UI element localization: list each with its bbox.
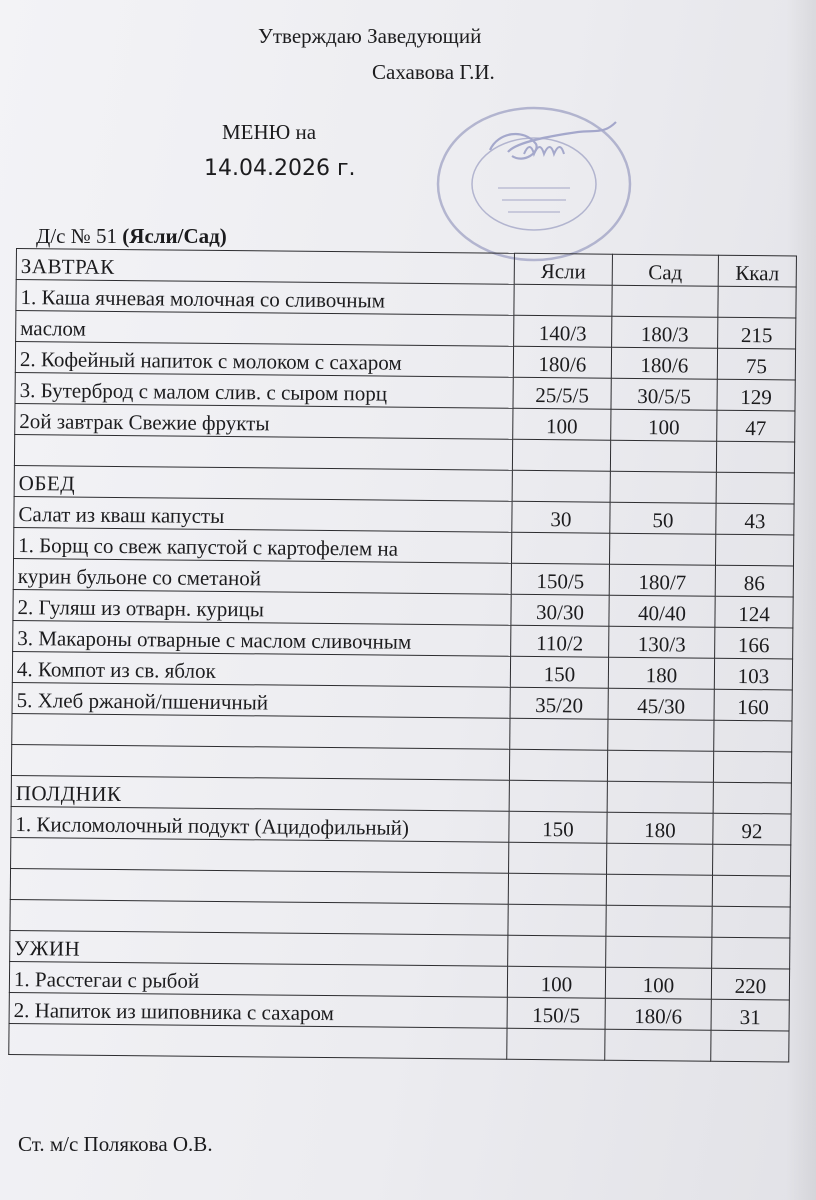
sad-portion: 100: [605, 967, 711, 999]
dish-name: 3. Макароны отварные с маслом сливочным: [13, 620, 511, 656]
approval-line-1: Утверждаю Заведующий: [258, 24, 482, 48]
menu-date: 14.04.2026 г.: [204, 156, 356, 181]
sad-portion: 180/6: [611, 347, 717, 379]
dish-name: 5. Хлеб ржаной/пшеничный: [12, 682, 510, 718]
sad-portion: 130/3: [609, 626, 715, 658]
kcal-value: 31: [711, 999, 789, 1031]
menu-table: [8, 248, 796, 1062]
kcal-value: 160: [714, 689, 792, 721]
yasli-portion: 30: [512, 501, 610, 533]
kcal-value: [718, 286, 796, 318]
yasli-portion: 110/2: [511, 625, 609, 657]
kcal-value: 166: [715, 627, 793, 659]
approval-stamp: [428, 92, 640, 268]
yasli-portion: 100: [513, 408, 611, 440]
approval-line-2: Сахавова Г.И.: [372, 60, 495, 84]
column-header-kcal: Ккал: [718, 255, 796, 287]
yasli-portion: 25/5/5: [513, 377, 611, 409]
dish-name: 2ой завтрак Свежие фрукты: [15, 403, 513, 439]
section-dinner: УЖИН: [10, 930, 508, 966]
dish-name: 4. Компот из св. яблок: [12, 651, 510, 687]
yasli-portion: 35/20: [510, 687, 608, 719]
kcal-value: 47: [717, 410, 795, 442]
menu-title: МЕНЮ на: [222, 120, 317, 144]
dish-name: 2. Кофейный напиток с молоком с сахаром: [15, 342, 513, 378]
institution-line: [36, 224, 227, 249]
yasli-portion: 180/6: [513, 346, 611, 378]
dish-name: Салат из кваш капусты: [14, 496, 512, 532]
yasli-portion: 150: [509, 811, 607, 843]
section-snack: ПОЛДНИК: [11, 775, 509, 811]
yasli-portion: 150/5: [507, 997, 605, 1029]
sad-portion: 180/3: [612, 316, 718, 348]
dish-name: 1. Кисломолочный подукт (Ацидофильный): [11, 806, 509, 842]
sad-portion: 180: [608, 657, 714, 689]
kcal-value: 103: [714, 658, 792, 690]
yasli-portion: 100: [507, 966, 605, 998]
sad-portion: [609, 533, 715, 565]
kcal-value: 220: [711, 968, 789, 1000]
sad-portion: 30/5/5: [611, 378, 717, 410]
section-lunch: ОБЕД: [14, 465, 512, 501]
section-breakfast: ЗАВТРАК: [16, 249, 514, 285]
nurse-signature: Ст. м/с Полякова О.В.: [18, 1132, 213, 1156]
sad-portion: 40/40: [609, 595, 715, 627]
sad-portion: 100: [611, 409, 717, 441]
sad-portion: 50: [610, 502, 716, 534]
yasli-portion: [514, 284, 612, 316]
dish-name: 2. Гуляш из отварн. курицы: [13, 589, 511, 625]
yasli-portion: 150/5: [511, 563, 609, 595]
kcal-value: 75: [717, 348, 795, 380]
yasli-portion: 140/3: [514, 315, 612, 347]
kcal-value: 43: [716, 503, 794, 535]
kcal-value: 86: [715, 565, 793, 597]
kcal-value: 124: [715, 596, 793, 628]
dish-name: 1. Борщ со свеж капустой с картофелем на: [14, 527, 512, 563]
institution-type: (Ясли/Сад): [122, 224, 227, 248]
sad-portion: 45/30: [608, 688, 714, 720]
dish-name: 2. Напиток из шиповника с сахаром: [9, 992, 507, 1028]
institution-number: Д/с № 51: [36, 224, 118, 248]
sad-portion: [612, 285, 718, 317]
yasli-portion: [511, 532, 609, 564]
page-shadow: [786, 0, 816, 1200]
kcal-value: 215: [718, 317, 796, 349]
dish-name: 1. Расстегаи с рыбой: [9, 961, 507, 997]
yasli-portion: 150: [510, 656, 608, 688]
kcal-value: 129: [717, 379, 795, 411]
yasli-portion: 30/30: [511, 594, 609, 626]
sad-portion: 180/7: [609, 564, 715, 596]
sad-portion: 180: [607, 812, 713, 844]
dish-name: маслом: [16, 311, 514, 347]
sad-portion: 180/6: [605, 998, 711, 1030]
kcal-value: [715, 534, 793, 566]
dish-name: курин бульоне со сметаной: [13, 558, 511, 594]
column-header-yasli: Ясли: [514, 253, 612, 285]
dish-name: 1. Каша ячневая молочная со сливочным: [16, 280, 514, 316]
kcal-value: 92: [713, 813, 791, 845]
column-header-sad: Сад: [612, 254, 718, 286]
dish-name: 3. Бутерброд с малом слив. с сыром порц: [15, 372, 513, 408]
